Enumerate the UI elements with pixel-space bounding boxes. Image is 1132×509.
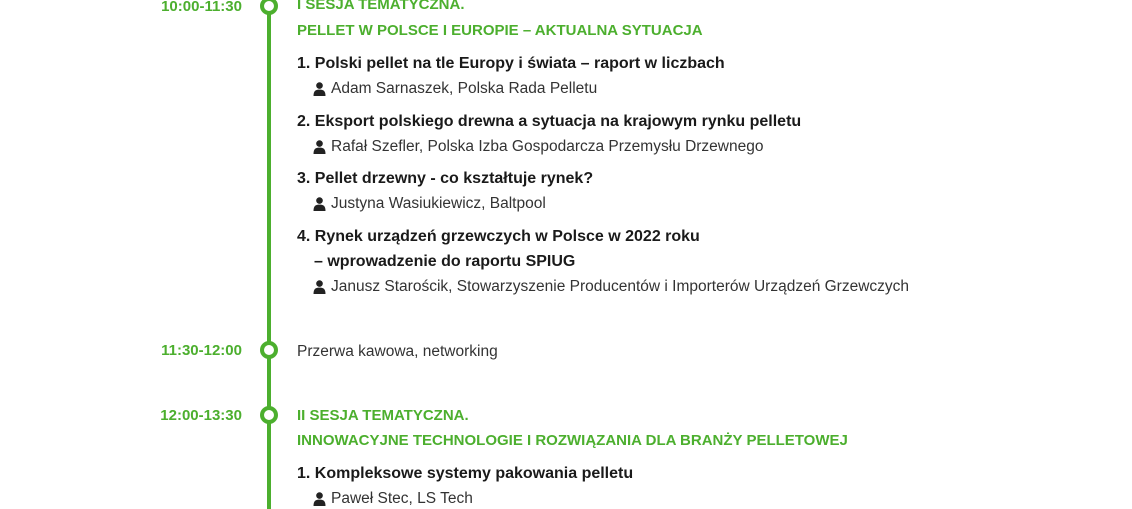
speaker-name: Adam Sarnaszek, Polska Rada Pelletu bbox=[331, 80, 598, 97]
session-1-talk-1-title: 1. Polski pellet na tle Europy i świata – raport w liczbach bbox=[297, 55, 725, 72]
person-icon bbox=[313, 197, 326, 211]
session-1-talk-3-speaker bbox=[313, 194, 546, 213]
timeline-marker-icon bbox=[260, 406, 278, 424]
session-2-talk-1-speaker bbox=[313, 489, 473, 508]
session-2-time: 12:00-13:30 bbox=[160, 407, 242, 424]
session-2-talk-1-title: 1. Kompleksowe systemy pakowania pelletu bbox=[297, 465, 634, 482]
session-1-time: 10:00-11:30 bbox=[161, 0, 242, 15]
session-1-talk-2-title: 2. Eksport polskiego drewna a sytuacja na krajowym rynku pelletu bbox=[297, 113, 802, 130]
speaker-name: Paweł Stec, LS Tech bbox=[331, 490, 473, 507]
session-2-title-line1: II SESJA TEMATYCZNA. bbox=[297, 407, 469, 424]
person-icon bbox=[313, 492, 326, 506]
session-1-talk-1-speaker bbox=[313, 79, 597, 98]
session-1-talk-4-speaker bbox=[313, 277, 909, 296]
timeline-marker-icon bbox=[260, 341, 278, 359]
timeline-marker-icon bbox=[260, 0, 278, 15]
person-icon bbox=[313, 280, 326, 294]
break-time: 11:30-12:00 bbox=[161, 342, 242, 359]
session-1-title-line2: PELLET W POLSCE I EUROPIE – AKTUALNA SYTUACJA bbox=[297, 22, 703, 39]
break-label: Przerwa kawowa, networking bbox=[297, 343, 498, 360]
speaker-name: Justyna Wasiukiewicz, Baltpool bbox=[331, 195, 546, 212]
session-1-talk-2-speaker bbox=[313, 137, 763, 156]
speaker-name: Janusz Starościk, Stowarzyszenie Producentów i Importerów Urządzeń Grzewczych bbox=[331, 278, 910, 295]
session-1-talk-4-title-cont: – wprowadzenie do raportu SPIUG bbox=[314, 253, 576, 270]
timeline-line bbox=[267, 0, 271, 509]
session-1-title-line1: I SESJA TEMATYCZNA. bbox=[297, 0, 465, 13]
session-1-talk-3-title: 3. Pellet drzewny - co kształtuje rynek? bbox=[297, 170, 594, 187]
speaker-name: Rafał Szefler, Polska Izba Gospodarcza Przemysłu Drzewnego bbox=[331, 138, 764, 155]
session-1-talk-4-title: 4. Rynek urządzeń grzewczych w Polsce w 2022 roku bbox=[297, 228, 700, 245]
session-2-title-line2: INNOWACYJNE TECHNOLOGIE I ROZWIĄZANIA DLA BRANŻY PELLETOWEJ bbox=[297, 432, 848, 449]
person-icon bbox=[313, 82, 326, 96]
person-icon bbox=[313, 140, 326, 154]
